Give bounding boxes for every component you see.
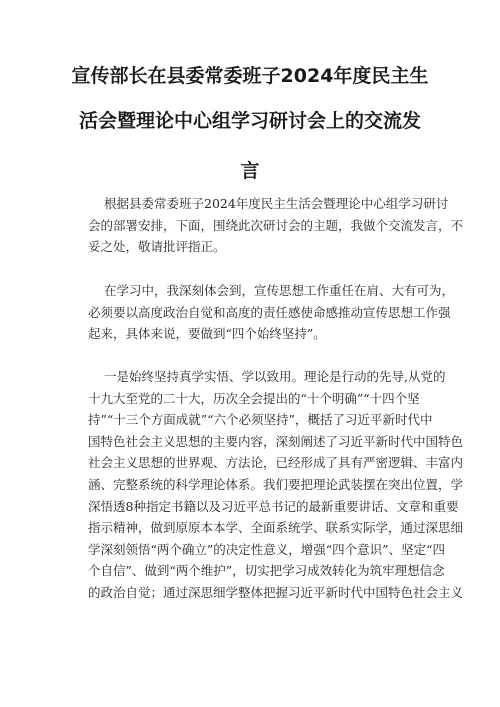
paragraph-line: 妥之处，敬请批评指正。 bbox=[88, 239, 226, 255]
paragraph-line: 深悟透8种指定书籍以及习近平总书记的最新重要讲话、文章和重要 bbox=[88, 498, 459, 514]
paragraph-point-one bbox=[88, 366, 464, 604]
document-title-line-3: 言 bbox=[240, 160, 260, 182]
paragraph-line: 涵、完整系统的科学理论体系。我们要把理论武装摆在突出位置，学 bbox=[88, 476, 464, 492]
paragraph-line: 国特色社会主义思想的主要内容，深刻阐述了习近平新时代中国特色 bbox=[88, 433, 464, 449]
paragraph-line: 指示精神，做到原原本本学、全面系统学、联系实际学，通过深思细 bbox=[88, 520, 464, 536]
paragraph-line: 个自信”、做到“两个维护”，切实把学习成效转化为筑牢理想信念 bbox=[88, 563, 445, 579]
paragraph-line: 十九大至党的二十大，历次全会提出的“十个明确”“十四个坚 bbox=[88, 390, 420, 406]
paragraph-line: 持”“十三个方面成就”“六个必须坚持”，概括了习近平新时代中 bbox=[88, 412, 433, 428]
paragraph-line: 一是始终坚持真学实悟、学以致用。理论是行动的先导,从党的 bbox=[104, 369, 446, 384]
document-title-line-2: 活会暨理论中心组学习研讨会上的交流发 bbox=[78, 110, 421, 132]
paragraph-line: 学深刻领悟“两个确立”的决定性意义，增强“四个意识”、坚定“四 bbox=[88, 541, 445, 557]
paragraph-line: 必须要以高度政治自觉和高度的责任感使命感推动宣传思想工作强 bbox=[88, 304, 451, 320]
paragraph-intro bbox=[88, 193, 464, 258]
paragraph-line: 的政治自觉；通过深思细学整体把握习近平新时代中国特色社会主义 bbox=[88, 584, 464, 600]
paragraph-line: 起来，具体来说，要做到“四个始终坚持”。 bbox=[88, 326, 326, 342]
paragraph-line: 在学习中，我深刻体会到，宣传思想工作重任在肩、大有可为， bbox=[104, 283, 455, 298]
paragraph-line: 社会主义思想的世界观、方法论，已经形成了具有严密逻辑、丰富内 bbox=[88, 455, 464, 471]
paragraph-understanding bbox=[88, 280, 455, 345]
paragraph-line: 根据县委常委班子2024年度民主生活会暨理论中心组学习研讨 bbox=[104, 196, 449, 211]
paragraph-line: 会的部署安排，下面，围绕此次研讨会的主题，我做个交流发言，不 bbox=[88, 217, 464, 233]
document-title-line-1: 宣传部长在县委常委班子2024年度民主生 bbox=[71, 65, 429, 87]
